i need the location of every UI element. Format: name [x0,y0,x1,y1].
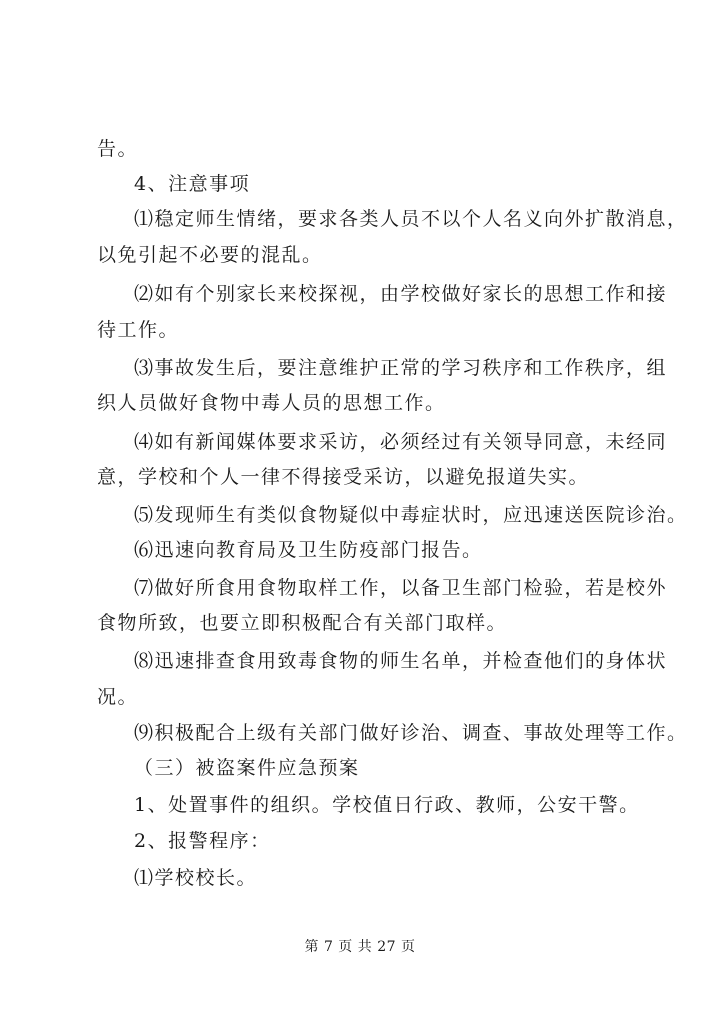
list-item: ⑹迅速向教育局及卫生防疫部门报告。 [134,539,483,561]
paragraph-line: 以免引起不必要的混乱。 [97,244,323,266]
paragraph-line: 1、处置事件的组织。学校值日行政、教师，公安干警。 [134,794,640,816]
list-item: ⑺做好所食用食物取样工作，以备卫生部门检验，若是校外 [134,577,668,599]
list-item: ⑸发现师生有类似食物疑似中毒症状时，应迅速送医院诊治。 [134,504,688,526]
list-item: ⑷如有新闻媒体要求采访，必须经过有关领导同意，未经同 [134,431,668,453]
paragraph-line: 织人员做好食物中毒人员的思想工作。 [97,392,446,414]
page-number-footer: 第 7 页 共 27 页 [304,939,416,955]
list-item: ⑻迅速排查食用致毒食物的师生名单，并检查他们的身体状 [134,650,668,672]
list-item: ⑴稳定师生情绪，要求各类人员不以个人名义向外扩散消息， [134,208,688,230]
paragraph-line: 告。 [97,138,139,160]
list-item: ⑵如有个别家长来校探视，由学校做好家长的思想工作和接 [134,283,668,305]
list-item: ⑶事故发生后，要注意维护正常的学习秩序和工作秩序，组 [134,357,668,379]
paragraph-line: 况。 [97,686,139,708]
paragraph-line: 食物所致，也要立即积极配合有关部门取样。 [97,612,508,634]
section-heading: 4、注意事项 [134,173,251,195]
section-heading: （三）被盗案件应急预案 [134,757,360,779]
paragraph-line: 意，学校和个人一律不得接受采访，以避免报道失实。 [97,466,590,488]
paragraph-line: 待工作。 [97,319,180,341]
list-item: ⑴学校校长。 [134,867,258,889]
paragraph-line: 2、报警程序： [134,830,271,852]
list-item: ⑼积极配合上级有关部门做好诊治、调查、事故处理等工作。 [134,722,688,744]
